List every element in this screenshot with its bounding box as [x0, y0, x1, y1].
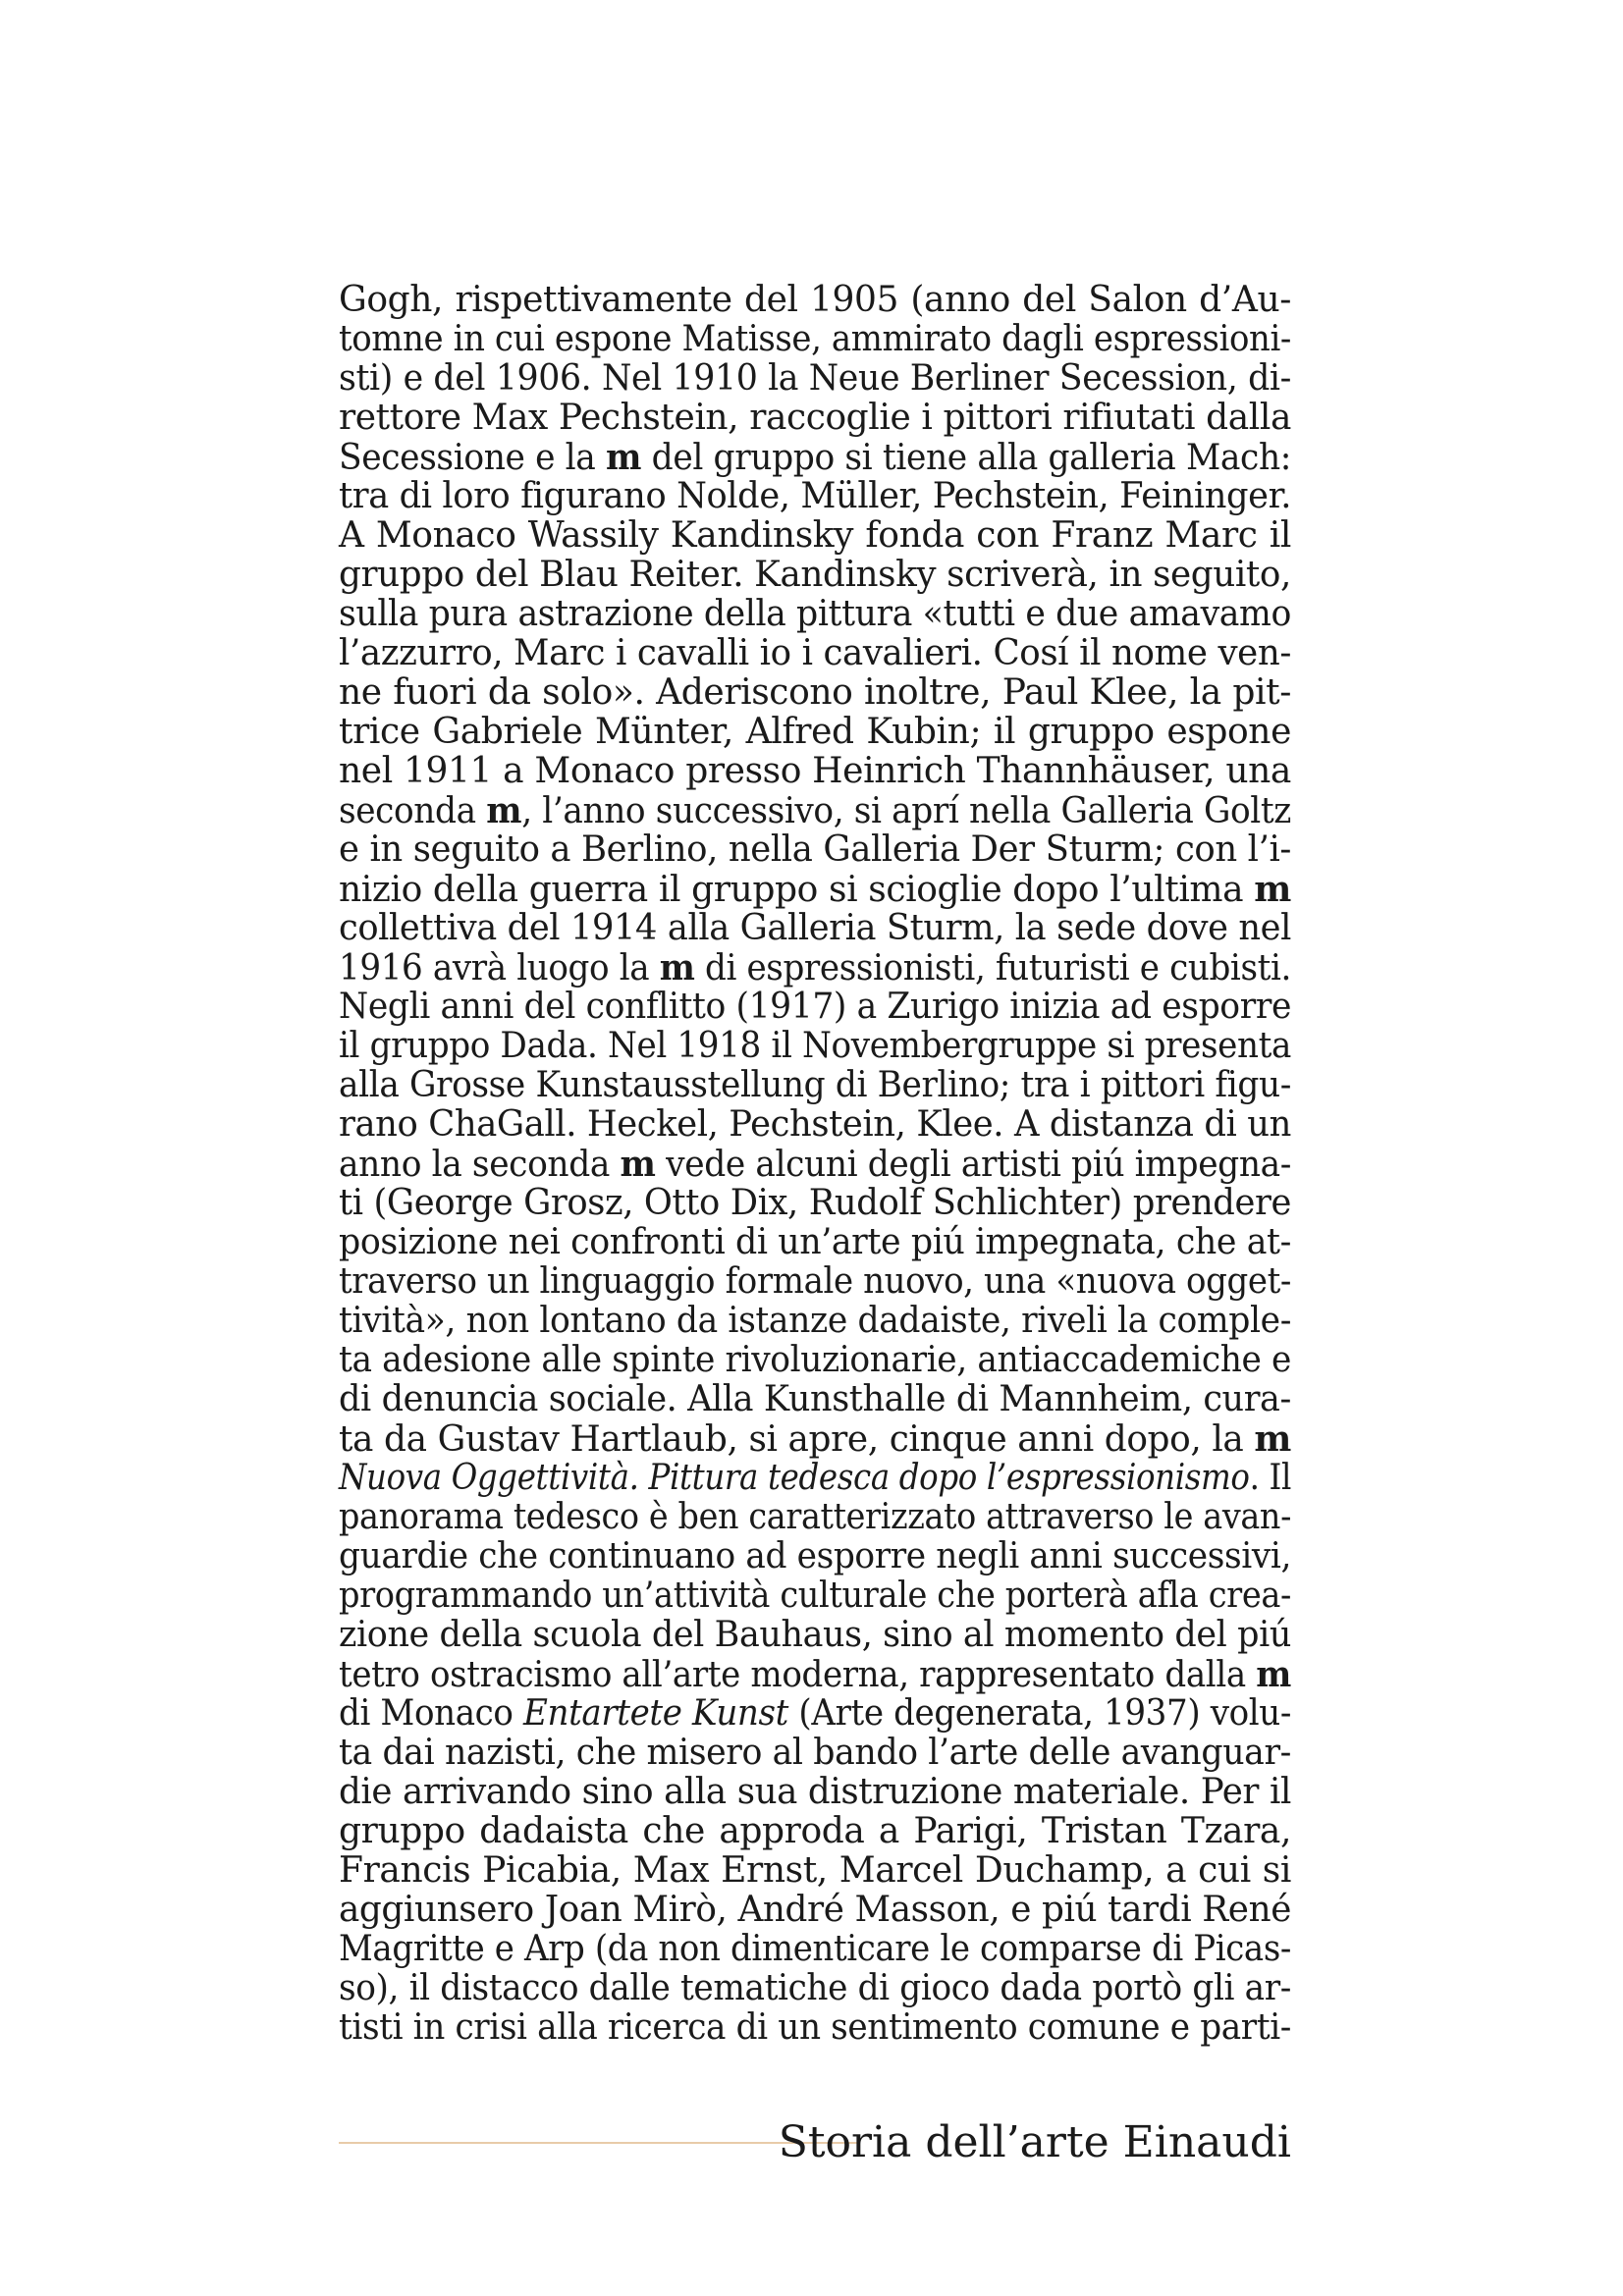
exhibition-mark: m — [659, 947, 695, 988]
text-segment: 1916 avrà luogo la — [339, 948, 660, 988]
text-segment: gruppo dadaista che approda a Parigi, Tristan Tzara, — [339, 1811, 1291, 1851]
text-segment: ti (George Grosz, Otto Dix, Rudolf Schlichter) prendere — [339, 1183, 1291, 1223]
text-line — [339, 1379, 1291, 1419]
text-line — [339, 358, 1291, 399]
text-line — [339, 1104, 1291, 1145]
text-line — [339, 1458, 1291, 1498]
text-segment: tomne in cui espone Matisse, ammirato dagli espressioni- — [339, 319, 1291, 359]
text-segment: seconda — [339, 791, 487, 831]
text-segment: aggiunsero Joan Mirò, André Masson, e piú tardi René — [339, 1890, 1291, 1930]
text-segment: di denuncia sociale. Alla Kunsthalle di Mannheim, cura- — [339, 1379, 1291, 1419]
text-segment: die arrivando sino alla sua distruzione materiale. Per il — [339, 1772, 1291, 1812]
text-segment: trice Gabriele Münter, Alfred Kubin; il gruppo espone — [339, 712, 1291, 752]
text-segment: programmando un’attività culturale che porterà afla crea- — [339, 1575, 1291, 1616]
text-segment: ne fuori da solo». Aderiscono inoltre, Paul Klee, la pit- — [339, 672, 1291, 713]
text-segment: Magritte e Arp (da non dimenticare le comparse di Picas- — [339, 1929, 1291, 1969]
text-line — [339, 1340, 1291, 1380]
text-line — [339, 281, 1291, 320]
text-segment: Francis Picabia, Max Ernst, Marcel Duchamp, a cui si — [339, 1850, 1291, 1891]
text-line — [339, 1026, 1291, 1066]
text-line — [339, 1772, 1291, 1812]
text-line — [339, 1812, 1291, 1851]
text-line — [339, 713, 1291, 752]
text-segment: del gruppo si tiene alla galleria Mach: — [641, 438, 1291, 478]
text-segment: posizione nei confronti di un’arte piú impegnata, che at- — [339, 1222, 1291, 1262]
text-segment: rettore Max Pechstein, raccoglie i pittori rifiutati dalla — [339, 398, 1291, 438]
text-line — [339, 476, 1291, 516]
exhibition-mark: m — [1256, 1654, 1291, 1695]
text-segment: e in seguito a Berlino, nella Galleria Der Sturm; con l’i- — [339, 829, 1291, 870]
text-line — [339, 1654, 1291, 1695]
text-segment: zione della scuola del Bauhaus, sino al momento del piú — [339, 1615, 1291, 1655]
text-segment: anno la seconda — [339, 1145, 621, 1185]
text-line — [339, 1183, 1291, 1223]
text-line — [339, 1222, 1291, 1262]
text-line — [339, 1733, 1291, 1773]
text-segment: vede alcuni degli artisti piú impegna- — [655, 1145, 1291, 1185]
text-line — [339, 1536, 1291, 1576]
footer-title: Storia dell’arte Einaudi — [778, 2117, 1291, 2167]
text-line — [339, 1497, 1291, 1537]
text-line — [339, 673, 1291, 713]
text-segment: Gogh, rispettivamente del 1905 (anno del Salon d’Au- — [339, 280, 1291, 320]
text-segment: ta da Gustav Hartlaub, si apre, cinque anni dopo, la — [339, 1419, 1255, 1460]
text-segment: guardie che continuano ad esporre negli anni successivi, — [339, 1536, 1291, 1576]
body-text — [339, 281, 1291, 2048]
exhibition-mark: m — [620, 1144, 656, 1185]
text-line — [339, 594, 1291, 634]
text-segment: alla Grosse Kunstausstellung di Berlino; tra i pittori figu- — [339, 1065, 1291, 1105]
text-segment: di espressionisti, futuristi e cubisti. — [694, 948, 1291, 988]
text-segment: tetro ostracismo all’arte moderna, rappresentato dalla — [339, 1655, 1257, 1695]
text-line — [339, 555, 1291, 595]
text-segment: nizio della guerra il gruppo si scioglie dopo l’ultima — [339, 870, 1255, 910]
text-line — [339, 1615, 1291, 1655]
italic-title: Nuova Oggettività. Pittura tedesca dopo l’espressionismo — [339, 1458, 1250, 1498]
text-segment: ta adesione alle spinte rivoluzionarie, antiaccademiche e — [339, 1340, 1291, 1380]
text-line — [339, 790, 1291, 831]
text-line — [339, 1890, 1291, 1930]
text-segment: . Il — [1249, 1458, 1291, 1498]
text-line — [339, 1929, 1291, 1969]
text-segment: tisti in crisi alla ricerca di un sentimento comune e parti- — [339, 2007, 1291, 2048]
text-line — [339, 2007, 1291, 2048]
text-segment: sti) e del 1906. Nel 1910 la Neue Berliner Secession, di- — [339, 358, 1291, 399]
text-segment: (Arte degenerata, 1937) volu- — [787, 1693, 1291, 1734]
exhibition-mark: m — [1254, 869, 1291, 910]
text-line — [339, 1301, 1291, 1341]
text-line — [339, 1968, 1291, 2008]
text-segment: panorama tedesco è ben caratterizzato attraverso le avan- — [339, 1497, 1291, 1537]
text-segment: tività», non lontano da istanze dadaiste, riveli la comple- — [339, 1301, 1291, 1341]
text-segment: traverso un linguaggio formale nuovo, una «nuova ogget- — [339, 1261, 1291, 1302]
text-line — [339, 437, 1291, 478]
text-segment: sulla pura astrazione della pittura «tutti e due amavamo — [339, 594, 1291, 634]
text-segment: ta dai nazisti, che misero al bando l’arte delle avanguar- — [339, 1733, 1291, 1773]
exhibition-mark: m — [1254, 1418, 1291, 1460]
text-line — [339, 1575, 1291, 1616]
text-line — [339, 947, 1291, 988]
text-segment: A Monaco Wassily Kandinsky fonda con Franz Marc il — [339, 515, 1291, 556]
text-line — [339, 633, 1291, 673]
text-segment: Negli anni del conflitto (1917) a Zurigo inizia ad esporre — [339, 987, 1291, 1027]
text-segment: rano ChaGall. Heckel, Pechstein, Klee. A distanza di un — [339, 1104, 1291, 1145]
text-line — [339, 399, 1289, 438]
text-segment: collettiva del 1914 alla Galleria Sturm, la sede dove nel — [339, 908, 1291, 948]
text-line — [339, 1851, 1291, 1891]
text-line — [339, 1693, 1291, 1734]
text-segment: Secessione e la — [339, 438, 607, 478]
text-line — [339, 829, 1291, 870]
text-line — [339, 1418, 1291, 1460]
exhibition-mark: m — [486, 790, 522, 831]
text-line — [339, 752, 1291, 791]
text-segment: gruppo del Blau Reiter. Kandinsky scriverà, in seguito, — [339, 555, 1291, 595]
text-segment: so), il distacco dalle tematiche di gioco dada portò gli ar- — [339, 1968, 1291, 2008]
exhibition-mark: m — [606, 437, 642, 478]
text-line — [339, 987, 1291, 1027]
text-line — [339, 1261, 1291, 1302]
italic-title: Entartete Kunst — [522, 1693, 788, 1734]
text-line — [339, 319, 1291, 359]
text-segment: nel 1911 a Monaco presso Heinrich Thannhäuser, una — [339, 751, 1291, 791]
text-segment: , l’anno successivo, si aprí nella Galleria Goltz — [521, 791, 1291, 831]
text-line — [339, 1144, 1291, 1185]
text-line — [339, 1065, 1291, 1105]
text-segment: di Monaco — [339, 1693, 523, 1734]
text-segment: tra di loro figurano Nolde, Müller, Pechstein, Feininger. — [339, 476, 1291, 516]
text-segment: l’azzurro, Marc i cavalli io i cavalieri. Cosí il nome ven- — [339, 633, 1291, 673]
text-line — [339, 908, 1291, 948]
text-line — [339, 516, 1291, 556]
text-segment: il gruppo Dada. Nel 1918 il Novembergruppe si presenta — [339, 1026, 1291, 1066]
text-line — [339, 870, 1291, 909]
